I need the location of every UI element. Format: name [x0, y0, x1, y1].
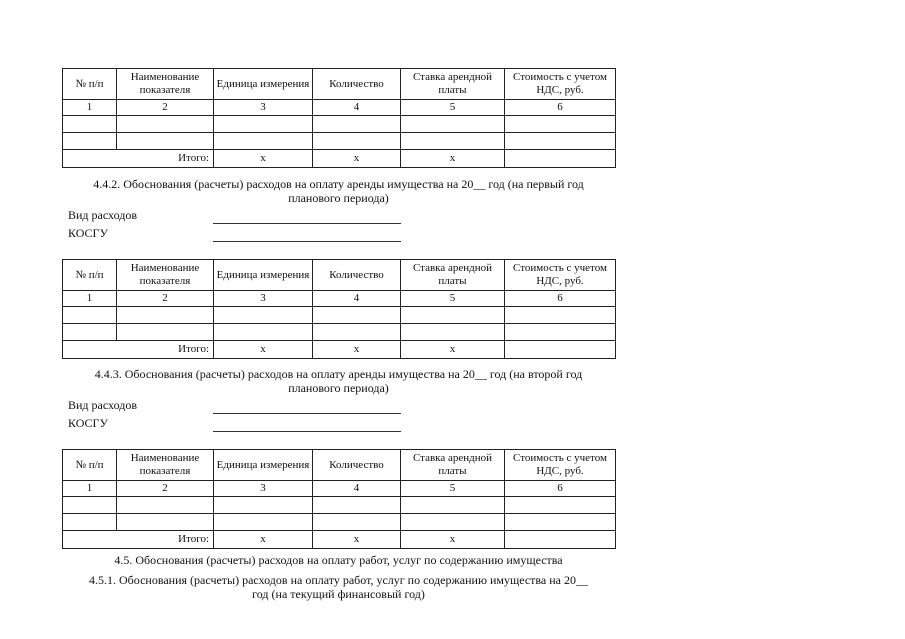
section-heading-4-4-2	[62, 177, 615, 205]
empty-cell	[313, 497, 401, 514]
empty-cell	[401, 116, 505, 133]
column-number: 3	[214, 481, 313, 497]
column-number: 6	[505, 481, 616, 497]
total-row	[63, 150, 616, 168]
header-cell-name: Наименование показателя	[117, 450, 214, 481]
column-number: 4	[313, 481, 401, 497]
header-cell-unit: Единица измерения	[214, 260, 313, 291]
expense-kind-field[interactable]	[213, 413, 401, 414]
table-row	[63, 133, 616, 150]
empty-cell	[401, 133, 505, 150]
column-number: 1	[63, 481, 117, 497]
empty-cell	[505, 116, 616, 133]
column-number: 3	[214, 100, 313, 116]
header-cell-cost: Стоимость с учетом НДС, руб.	[505, 260, 616, 291]
empty-cell	[401, 324, 505, 341]
empty-cell	[401, 307, 505, 324]
table-row	[63, 497, 616, 514]
empty-cell	[63, 324, 117, 341]
heading-line: 4.5.1. Обоснования (расчеты) расходов на оплату работ, услуг по содержанию имущества на 20__	[89, 573, 588, 587]
section-heading-4-5	[62, 553, 615, 567]
empty-cell	[117, 307, 214, 324]
empty-cell	[63, 307, 117, 324]
header-cell-number: № п/п	[63, 260, 117, 291]
total-mark: х	[214, 150, 313, 168]
table-row	[63, 307, 616, 324]
heading-line: 4.4.3. Обоснования (расчеты) расходов на оплату аренды имущества на 20__ год (на второй год	[94, 367, 583, 381]
kosgu-field[interactable]	[213, 431, 401, 432]
header-cell-unit: Единица измерения	[214, 69, 313, 100]
empty-cell	[505, 150, 616, 168]
empty-cell	[505, 324, 616, 341]
header-cell-rate: Ставка арендной платы	[401, 260, 505, 291]
empty-cell	[214, 514, 313, 531]
column-number: 4	[313, 100, 401, 116]
header-cell-cost: Стоимость с учетом НДС, руб.	[505, 69, 616, 100]
empty-cell	[401, 497, 505, 514]
expense-kind-label: Вид расходов	[68, 208, 137, 222]
rent-table-current	[62, 68, 616, 168]
section-heading-4-5-1	[62, 573, 615, 601]
total-mark: х	[313, 531, 401, 549]
header-cell-unit: Единица измерения	[214, 450, 313, 481]
total-label: Итого:	[63, 341, 214, 359]
column-number: 5	[401, 291, 505, 307]
header-cell-cost: Стоимость с учетом НДС, руб.	[505, 450, 616, 481]
column-number: 2	[117, 100, 214, 116]
total-label: Итого:	[63, 531, 214, 549]
column-number: 3	[214, 291, 313, 307]
empty-cell	[117, 514, 214, 531]
header-cell-number: № п/п	[63, 69, 117, 100]
column-number-row	[63, 481, 616, 497]
header-cell-number: № п/п	[63, 450, 117, 481]
empty-cell	[117, 133, 214, 150]
empty-cell	[214, 497, 313, 514]
rent-table-second-year	[62, 449, 616, 549]
header-cell-name: Наименование показателя	[117, 260, 214, 291]
empty-cell	[505, 497, 616, 514]
empty-cell	[214, 307, 313, 324]
header-cell-rate: Ставка арендной платы	[401, 69, 505, 100]
expense-kind-label: Вид расходов	[68, 398, 137, 412]
kosgu-field[interactable]	[213, 241, 401, 242]
column-number: 5	[401, 481, 505, 497]
expense-kind-field[interactable]	[213, 223, 401, 224]
total-mark: х	[214, 341, 313, 359]
total-row	[63, 341, 616, 359]
column-number: 6	[505, 291, 616, 307]
empty-cell	[313, 116, 401, 133]
kosgu-label: КОСГУ	[68, 226, 108, 240]
section-heading-4-4-3	[62, 367, 615, 395]
column-number: 5	[401, 100, 505, 116]
column-number-row	[63, 291, 616, 307]
column-number: 1	[63, 100, 117, 116]
column-number: 6	[505, 100, 616, 116]
heading-line: планового периода)	[288, 191, 389, 205]
empty-cell	[117, 324, 214, 341]
total-mark: х	[313, 341, 401, 359]
total-label: Итого:	[63, 150, 214, 168]
empty-cell	[214, 324, 313, 341]
empty-cell	[313, 133, 401, 150]
empty-cell	[505, 133, 616, 150]
empty-cell	[401, 514, 505, 531]
empty-cell	[313, 307, 401, 324]
empty-cell	[214, 116, 313, 133]
empty-cell	[505, 531, 616, 549]
table-row	[63, 116, 616, 133]
table-header-row	[63, 69, 616, 100]
total-mark: х	[313, 150, 401, 168]
header-cell-quantity: Количество	[313, 450, 401, 481]
total-row	[63, 531, 616, 549]
table-header-row	[63, 260, 616, 291]
empty-cell	[505, 514, 616, 531]
total-mark: х	[401, 150, 505, 168]
empty-cell	[63, 514, 117, 531]
heading-line: 4.4.2. Обоснования (расчеты) расходов на оплату аренды имущества на 20__ год (на первый год	[93, 177, 584, 191]
empty-cell	[505, 307, 616, 324]
column-number: 1	[63, 291, 117, 307]
total-mark: х	[401, 341, 505, 359]
table-row	[63, 324, 616, 341]
empty-cell	[313, 514, 401, 531]
table-header-row	[63, 450, 616, 481]
empty-cell	[63, 133, 117, 150]
empty-cell	[214, 133, 313, 150]
table-row	[63, 514, 616, 531]
empty-cell	[63, 116, 117, 133]
empty-cell	[313, 324, 401, 341]
heading-line: планового периода)	[288, 381, 389, 395]
total-mark: х	[401, 531, 505, 549]
column-number-row	[63, 100, 616, 116]
empty-cell	[117, 116, 214, 133]
header-cell-quantity: Количество	[313, 69, 401, 100]
empty-cell	[63, 497, 117, 514]
header-cell-quantity: Количество	[313, 260, 401, 291]
header-cell-name: Наименование показателя	[117, 69, 214, 100]
kosgu-label: КОСГУ	[68, 416, 108, 430]
empty-cell	[117, 497, 214, 514]
header-cell-rate: Ставка арендной платы	[401, 450, 505, 481]
column-number: 2	[117, 481, 214, 497]
rent-table-first-year	[62, 259, 616, 359]
heading-line: год (на текущий финансовый год)	[252, 587, 425, 601]
heading-line: 4.5. Обоснования (расчеты) расходов на оплату работ, услуг по содержанию имущества	[114, 553, 563, 567]
total-mark: х	[214, 531, 313, 549]
column-number: 2	[117, 291, 214, 307]
empty-cell	[505, 341, 616, 359]
column-number: 4	[313, 291, 401, 307]
